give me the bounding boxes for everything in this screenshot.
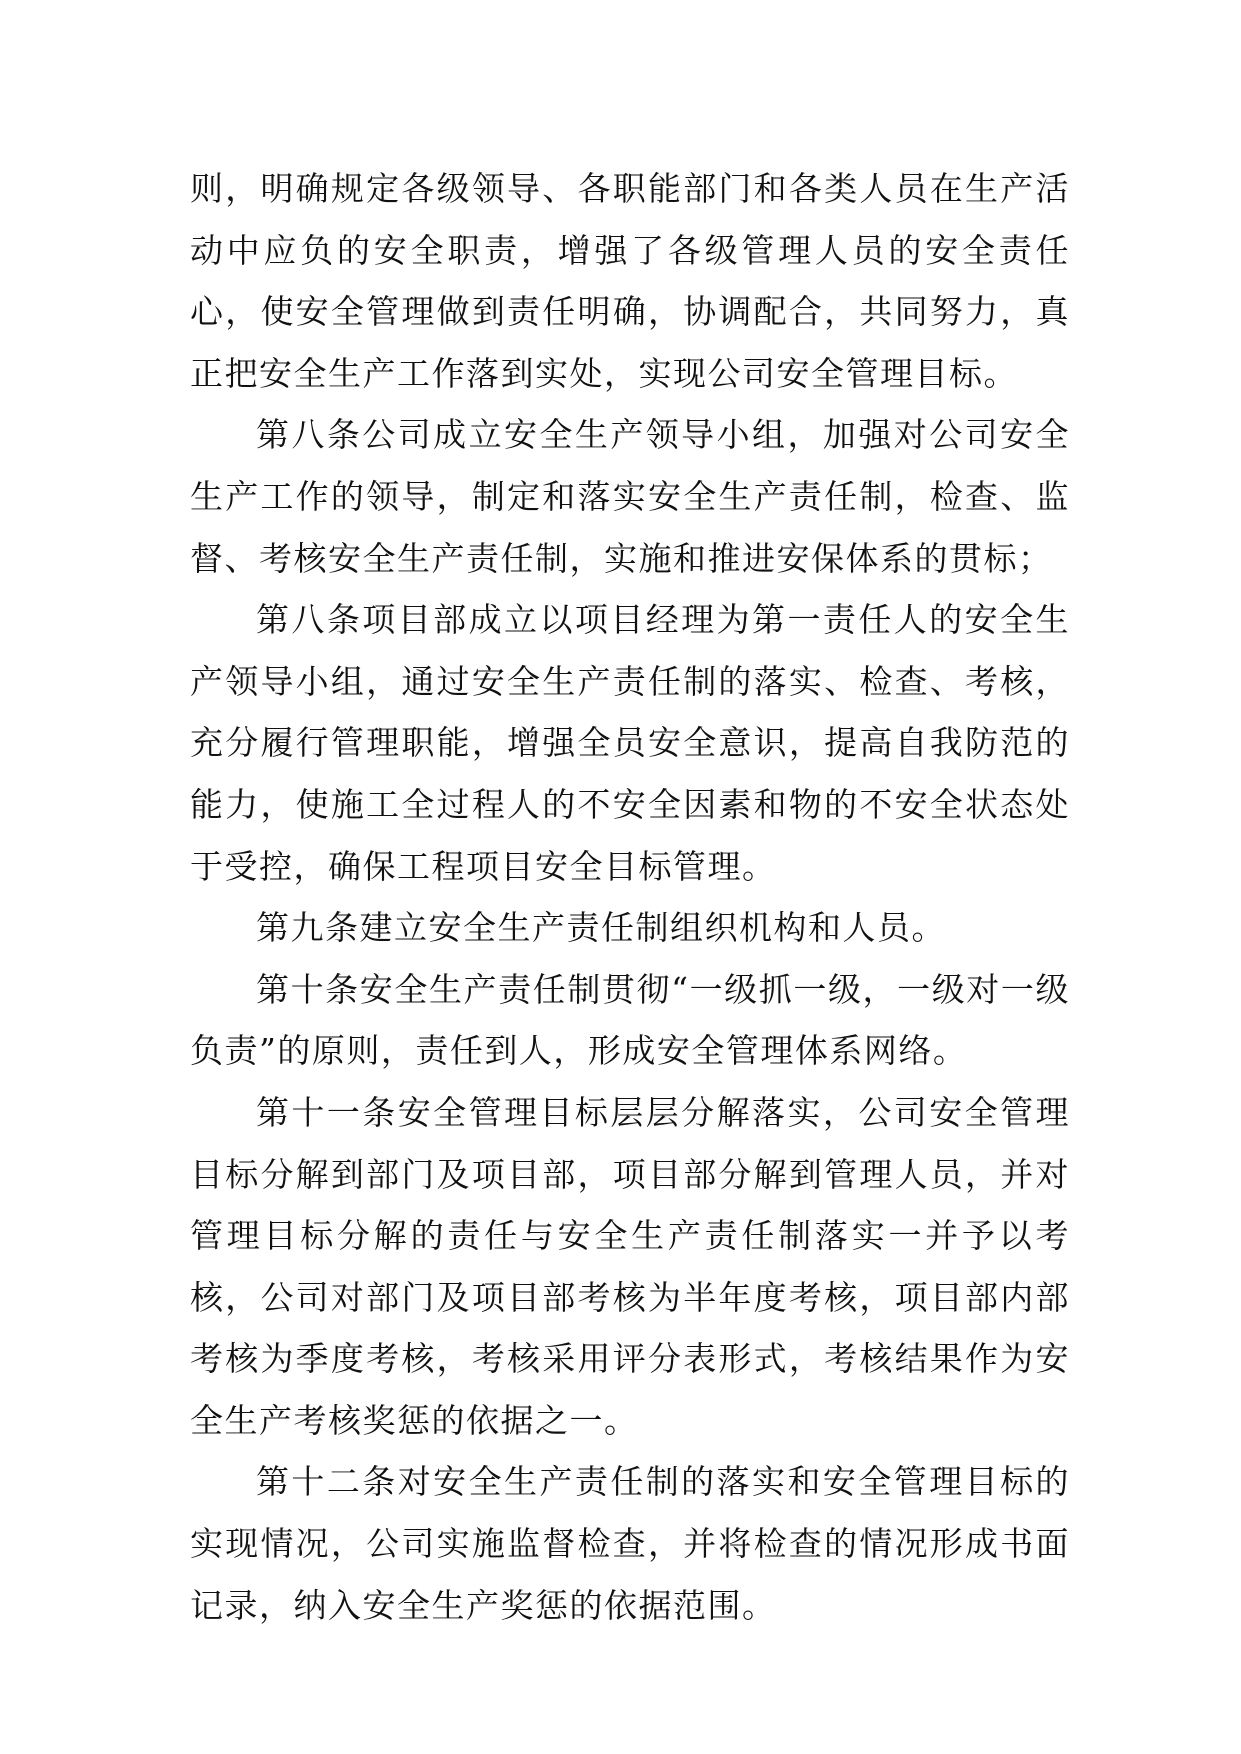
paragraph-article-8-company: 第八条公司成立安全生产领导小组，加强对公司安全生产工作的领导，制定和落实安全生产责任制，检查、监督、考核安全生产责任制，实施和推进安保体系的贯标； [190, 415, 1070, 578]
paragraph-article-8-project: 第八条项目部成立以项目经理为第一责任人的安全生产领导小组，通过安全生产责任制的落实、检查、考核，充分履行管理职能，增强全员安全意识，提高自我防范的能力，使施工全过程人的不安全因素和物的不安全状态处于受控，确保工程项目安全目标管理。 [190, 600, 1070, 886]
paragraph-article-12: 第十二条对安全生产责任制的落实和安全管理目标的实现情况，公司实施监督检查，并将检查的情况形成书面记录，纳入安全生产奖惩的依据范围。 [190, 1462, 1070, 1625]
paragraph-continuation: 则，明确规定各级领导、各职能部门和各类人员在生产活动中应负的安全职责，增强了各级管理人员的安全责任心，使安全管理做到责任明确，协调配合，共同努力，真正把安全生产工作落到实处，实现公司安全管理目标。 [190, 169, 1070, 393]
paragraph-article-11: 第十一条安全管理目标层层分解落实，公司安全管理目标分解到部门及项目部，项目部分解到管理人员，并对管理目标分解的责任与安全生产责任制落实一并予以考核，公司对部门及项目部考核为半年度考核，项目部内部考核为季度考核，考核采用评分表形式，考核结果作为安全生产考核奖惩的依据之一。 [190, 1092, 1070, 1440]
paragraph-article-9: 第九条建立安全生产责任制组织机构和人员。 [256, 908, 946, 948]
document-body [190, 158, 1070, 1636]
paragraph-article-10: 第十条安全生产责任制贯彻“一级抓一级，一级对一级负责”的原则，责任到人，形成安全管理体系网络。 [190, 969, 1070, 1071]
